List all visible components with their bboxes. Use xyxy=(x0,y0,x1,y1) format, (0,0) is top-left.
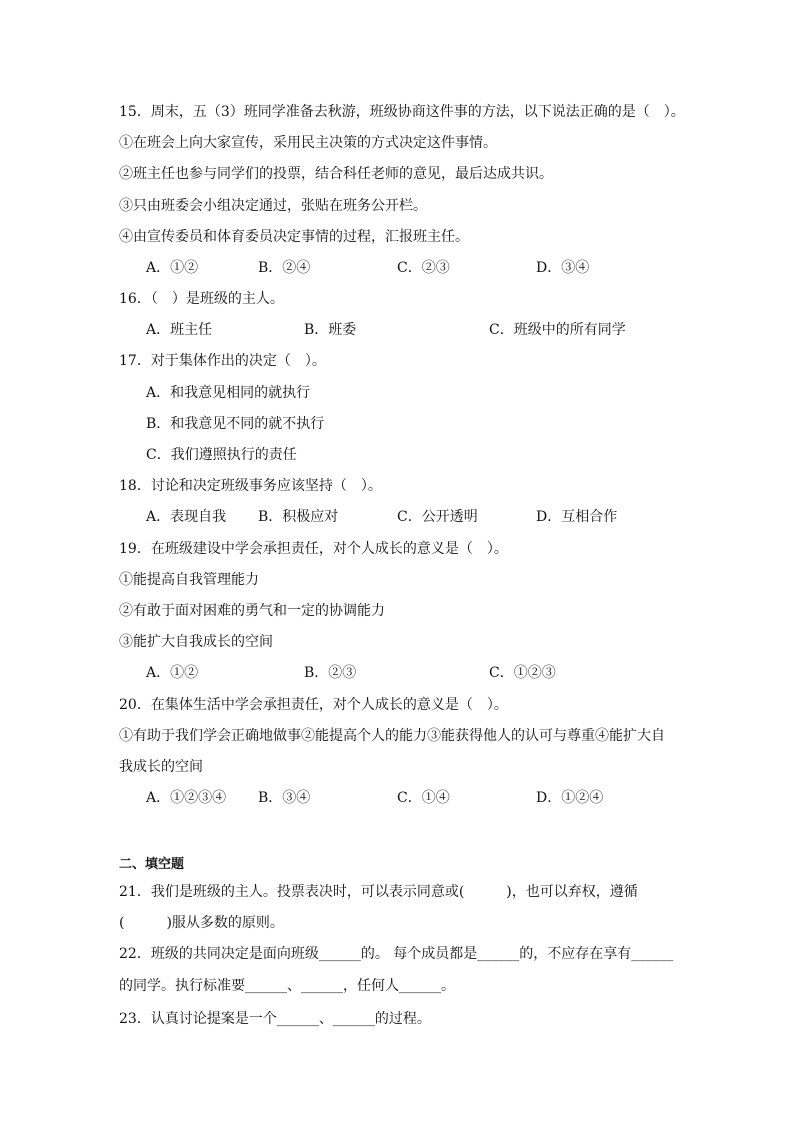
question-18-option-d: D．互相合作 xyxy=(536,509,618,525)
question-15-option-d: D．③④ xyxy=(536,260,590,276)
section-title-fill-in: 二、填空题 xyxy=(119,857,185,872)
question-22-line-1: 22．班级的共同决定是面向班级______的。 每个成员都是______的，不应存在享有______ xyxy=(119,946,674,962)
question-16-stem: 16．（ ）是班级的主人。 xyxy=(119,291,284,307)
question-15-option-b: B．②④ xyxy=(258,260,311,276)
question-15-statement-4: ④由宣传委员和体育委员决定事情的过程，汇报班主任。 xyxy=(119,229,469,245)
question-19-option-b: B．②③ xyxy=(304,665,357,681)
question-15-statement-2: ②班主任也参与同学们的投票，结合科任老师的意见，最后达成共识。 xyxy=(119,166,553,182)
question-19-statement-2: ②有敢于面对困难的勇气和一定的协调能力 xyxy=(119,603,385,619)
question-18-option-b: B．积极应对 xyxy=(258,509,339,525)
question-16-option-c: C．班级中的所有同学 xyxy=(489,322,626,338)
question-19-option-a: A．①② xyxy=(146,665,199,681)
question-16-option-a: A．班主任 xyxy=(146,322,213,338)
question-15-statement-3: ③只由班委会小组决定通过，张贴在班务公开栏。 xyxy=(119,198,427,214)
question-22-line-2: 的同学。执行标准要______、______，任何人______。 xyxy=(119,978,455,994)
question-20-option-c: C．①④ xyxy=(397,790,450,806)
question-20-option-d: D．①②④ xyxy=(536,790,604,806)
question-19-stem: 19．在班级建设中学会承担责任，对个人成长的意义是（ ）。 xyxy=(119,541,508,557)
question-23-line-1: 23．认真讨论提案是一个______、______的过程。 xyxy=(119,1011,431,1027)
question-21-line-1: 21．我们是班级的主人。投票表决时，可以表示同意或( )，也可以弃权，遵循 xyxy=(119,884,638,900)
question-17-stem: 17．对于集体作出的决定（ ）。 xyxy=(119,353,326,369)
question-16-option-b: B．班委 xyxy=(304,322,357,338)
question-20-statement-line-1: ①有助于我们学会正确地做事②能提高个人的能力③能获得他人的认可与尊重④能扩大自 xyxy=(119,728,665,744)
question-15-option-a: A．①② xyxy=(146,260,199,276)
question-17-option-b: B．和我意见不同的就不执行 xyxy=(146,416,325,432)
question-17-option-a: A．和我意见相同的就执行 xyxy=(146,385,311,401)
question-15-stem: 15．周末，五（3）班同学准备去秋游，班级协商这件事的方法，以下说法正确的是（ ）。 xyxy=(119,104,685,120)
question-21-line-2: ( )服从多数的原则。 xyxy=(119,915,284,931)
question-18-option-c: C．公开透明 xyxy=(397,509,478,525)
question-15-statement-1: ①在班会上向大家宣传，采用民主决策的方式决定这件事情。 xyxy=(119,135,497,151)
question-20-option-b: B．③④ xyxy=(258,790,311,806)
question-15-option-c: C．②③ xyxy=(397,260,450,276)
question-20-statement-line-2: 我成长的空间 xyxy=(119,759,203,775)
question-19-option-c: C．①②③ xyxy=(489,665,556,681)
question-18-option-a: A．表现自我 xyxy=(146,509,227,525)
question-18-stem: 18．讨论和决定班级事务应该坚持（ ）。 xyxy=(119,478,382,494)
question-17-option-c: C．我们遵照执行的责任 xyxy=(146,447,297,463)
question-20-option-a: A．①②③④ xyxy=(146,790,227,806)
question-20-stem: 20．在集体生活中学会承担责任，对个人成长的意义是（ ）。 xyxy=(119,697,508,713)
question-19-statement-3: ③能扩大自我成长的空间 xyxy=(119,634,273,650)
question-19-statement-1: ①能提高自我管理能力 xyxy=(119,572,259,588)
